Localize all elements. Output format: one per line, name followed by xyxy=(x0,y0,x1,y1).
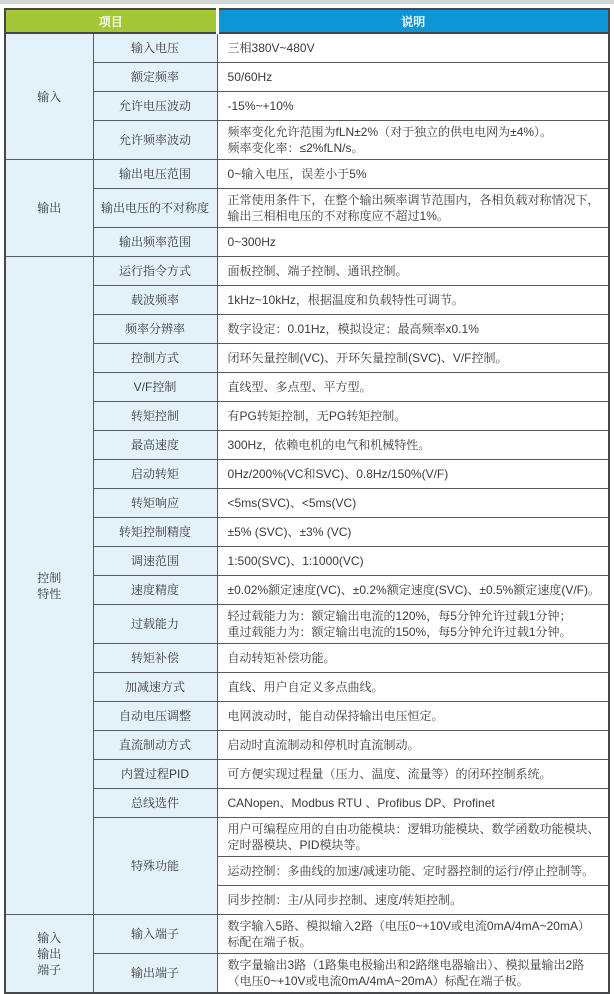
item-cell: 总线选件 xyxy=(93,789,217,818)
item-cell: 运行指令方式 xyxy=(93,257,217,286)
item-cell: 输出电压的不对称度 xyxy=(93,189,217,228)
table-row xyxy=(5,344,609,373)
table-row xyxy=(5,673,609,702)
table-row xyxy=(5,63,609,92)
item-cell: V/F控制 xyxy=(93,373,217,402)
desc-cell: 面板控制、端子控制、通讯控制。 xyxy=(217,257,609,286)
desc-cell: 运动控制：多曲线的加速/减速功能、定时器控制的运行/停止控制等。 xyxy=(217,857,609,886)
item-cell: 允许电压波动 xyxy=(93,92,217,121)
item-cell: 自动电压调整 xyxy=(93,702,217,731)
table-row xyxy=(5,760,609,789)
desc-cell: 启动时直流制动和停机时直流制动。 xyxy=(217,731,609,760)
group-label: 输出 xyxy=(37,946,62,961)
table-row xyxy=(5,818,609,857)
group-cell-output xyxy=(5,160,93,257)
desc-cell: -15%~+10% xyxy=(217,92,609,121)
item-cell: 转矩控制精度 xyxy=(93,518,217,547)
desc-cell: 0Hz/200%(VC和SVC)、0.8Hz/150%(V/F) xyxy=(217,460,609,489)
desc-cell: 0~300Hz xyxy=(217,228,609,257)
table-row xyxy=(5,160,609,189)
item-cell: 允许频率波动 xyxy=(93,121,217,160)
table-row xyxy=(5,431,609,460)
desc-cell: 轻过载能力为：额定输出电流的120%，每5分钟允许过载1分钟； 重过载能力为：额定输出电流的150%，每5分钟允许过载1分钟。 xyxy=(217,605,609,644)
item-cell: 最高速度 xyxy=(93,431,217,460)
table-row xyxy=(5,373,609,402)
table-row xyxy=(5,92,609,121)
table-row xyxy=(5,189,609,228)
item-cell: 控制方式 xyxy=(93,344,217,373)
item-cell: 额定频率 xyxy=(93,63,217,92)
table-row xyxy=(5,460,609,489)
group-label: 输入 xyxy=(37,89,62,104)
item-cell: 直流制动方式 xyxy=(93,731,217,760)
desc-cell: 数字设定：0.01Hz，模拟设定：最高频率x0.1% xyxy=(217,315,609,344)
spec-table-wrap xyxy=(4,8,610,994)
header-desc-col: 说明 xyxy=(217,9,609,33)
item-cell: 过载能力 xyxy=(93,605,217,644)
table-row xyxy=(5,402,609,431)
item-cell: 输入端子 xyxy=(93,915,217,954)
table-row xyxy=(5,228,609,257)
group-label: 端子 xyxy=(37,962,62,977)
item-cell: 输出端子 xyxy=(93,954,217,994)
spec-table xyxy=(4,8,610,994)
item-cell: 输出电压范围 xyxy=(93,160,217,189)
table-row xyxy=(5,547,609,576)
item-cell: 转矩补偿 xyxy=(93,644,217,673)
desc-cell: ±0.02%额定速度(VC)、±0.2%额定速度(SVC)、±0.5%额定速度(V/F)。 xyxy=(217,576,609,605)
desc-cell: CANopen、Modbus RTU 、Profibus DP、Profinet xyxy=(217,789,609,818)
desc-cell: ±5% (SVC)、±3% (VC) xyxy=(217,518,609,547)
desc-cell: 直线、用户自定义多点曲线。 xyxy=(217,673,609,702)
top-divider-strip xyxy=(0,0,614,4)
desc-cell: 用户可编程应用的自由功能模块：逻辑功能模块、数学函数功能模块、 定时器模块、PID模块等。 xyxy=(217,818,609,857)
table-row xyxy=(5,731,609,760)
desc-cell: 50/60Hz xyxy=(217,63,609,92)
table-row xyxy=(5,605,609,644)
table-row xyxy=(5,33,609,63)
item-cell: 转矩控制 xyxy=(93,402,217,431)
desc-cell: 闭环矢量控制(VC)、开环矢量控制(SVC)、V/F控制。 xyxy=(217,344,609,373)
desc-cell: 电网波动时，能自动保持输出电压恒定。 xyxy=(217,702,609,731)
table-row xyxy=(5,315,609,344)
header-row xyxy=(5,9,609,33)
table-row xyxy=(5,954,609,994)
desc-cell: 正常使用条件下，在整个输出频率调节范围内，各相负载对称情况下， 输出三相相电压的不对称度应不超过1%。 xyxy=(217,189,609,228)
desc-cell: 可方便实现过程量（压力、温度、流量等）的闭环控制系统。 xyxy=(217,760,609,789)
desc-cell: 300Hz，依赖电机的电气和机械特性。 xyxy=(217,431,609,460)
group-cell-io-terminals xyxy=(5,915,93,994)
desc-cell: <5ms(SVC)、<5ms(VC) xyxy=(217,489,609,518)
table-row xyxy=(5,789,609,818)
desc-cell: 数字量输出3路（1路集电极输出和2路继电器输出）、模拟量输出2路 （电压0~+10V或电流0mA/4mA~20mA）标配在端子板。 xyxy=(217,954,609,994)
desc-cell: 1:500(SVC)、1:1000(VC) xyxy=(217,547,609,576)
desc-cell: 频率变化允许范围为fLN±2%（对于独立的供电电网为±4%）。 频率变化率：≤2%fLN/s。 xyxy=(217,121,609,160)
table-row xyxy=(5,644,609,673)
desc-cell: 0~输入电压，误差小于5% xyxy=(217,160,609,189)
table-row xyxy=(5,121,609,160)
item-cell: 内置过程PID xyxy=(93,760,217,789)
item-cell: 转矩响应 xyxy=(93,489,217,518)
table-row xyxy=(5,702,609,731)
item-cell: 调速范围 xyxy=(93,547,217,576)
table-row xyxy=(5,489,609,518)
item-cell: 输入电压 xyxy=(93,33,217,63)
item-cell: 速度精度 xyxy=(93,576,217,605)
desc-cell: 三相380V~480V xyxy=(217,33,609,63)
group-cell-input xyxy=(5,33,93,160)
table-row xyxy=(5,257,609,286)
item-cell: 输出频率范围 xyxy=(93,228,217,257)
group-label: 控制 xyxy=(37,570,62,585)
item-cell: 加减速方式 xyxy=(93,673,217,702)
table-row xyxy=(5,576,609,605)
item-cell: 载波频率 xyxy=(93,286,217,315)
table-row xyxy=(5,518,609,547)
desc-cell: 同步控制：主/从同步控制、速度/转矩控制。 xyxy=(217,886,609,915)
desc-cell: 自动转矩补偿功能。 xyxy=(217,644,609,673)
table-row xyxy=(5,286,609,315)
group-cell-control xyxy=(5,257,93,915)
group-label: 特性 xyxy=(37,586,62,601)
item-cell: 频率分辨率 xyxy=(93,315,217,344)
group-label: 输入 xyxy=(37,930,62,945)
header-item-col: 项目 xyxy=(5,9,217,33)
desc-cell: 数字输入5路、模拟输入2路（电压0~+10V或电流0mA/4mA~20mA） 标配在端子板。 xyxy=(217,915,609,954)
desc-cell: 直线型、多点型、平方型。 xyxy=(217,373,609,402)
table-row xyxy=(5,915,609,954)
item-cell: 启动转矩 xyxy=(93,460,217,489)
group-label: 输出 xyxy=(37,201,62,215)
desc-cell: 1kHz~10kHz，根据温度和负载特性可调节。 xyxy=(217,286,609,315)
item-cell-special-functions: 特殊功能 xyxy=(93,818,217,915)
desc-cell: 有PG转矩控制，无PG转矩控制。 xyxy=(217,402,609,431)
